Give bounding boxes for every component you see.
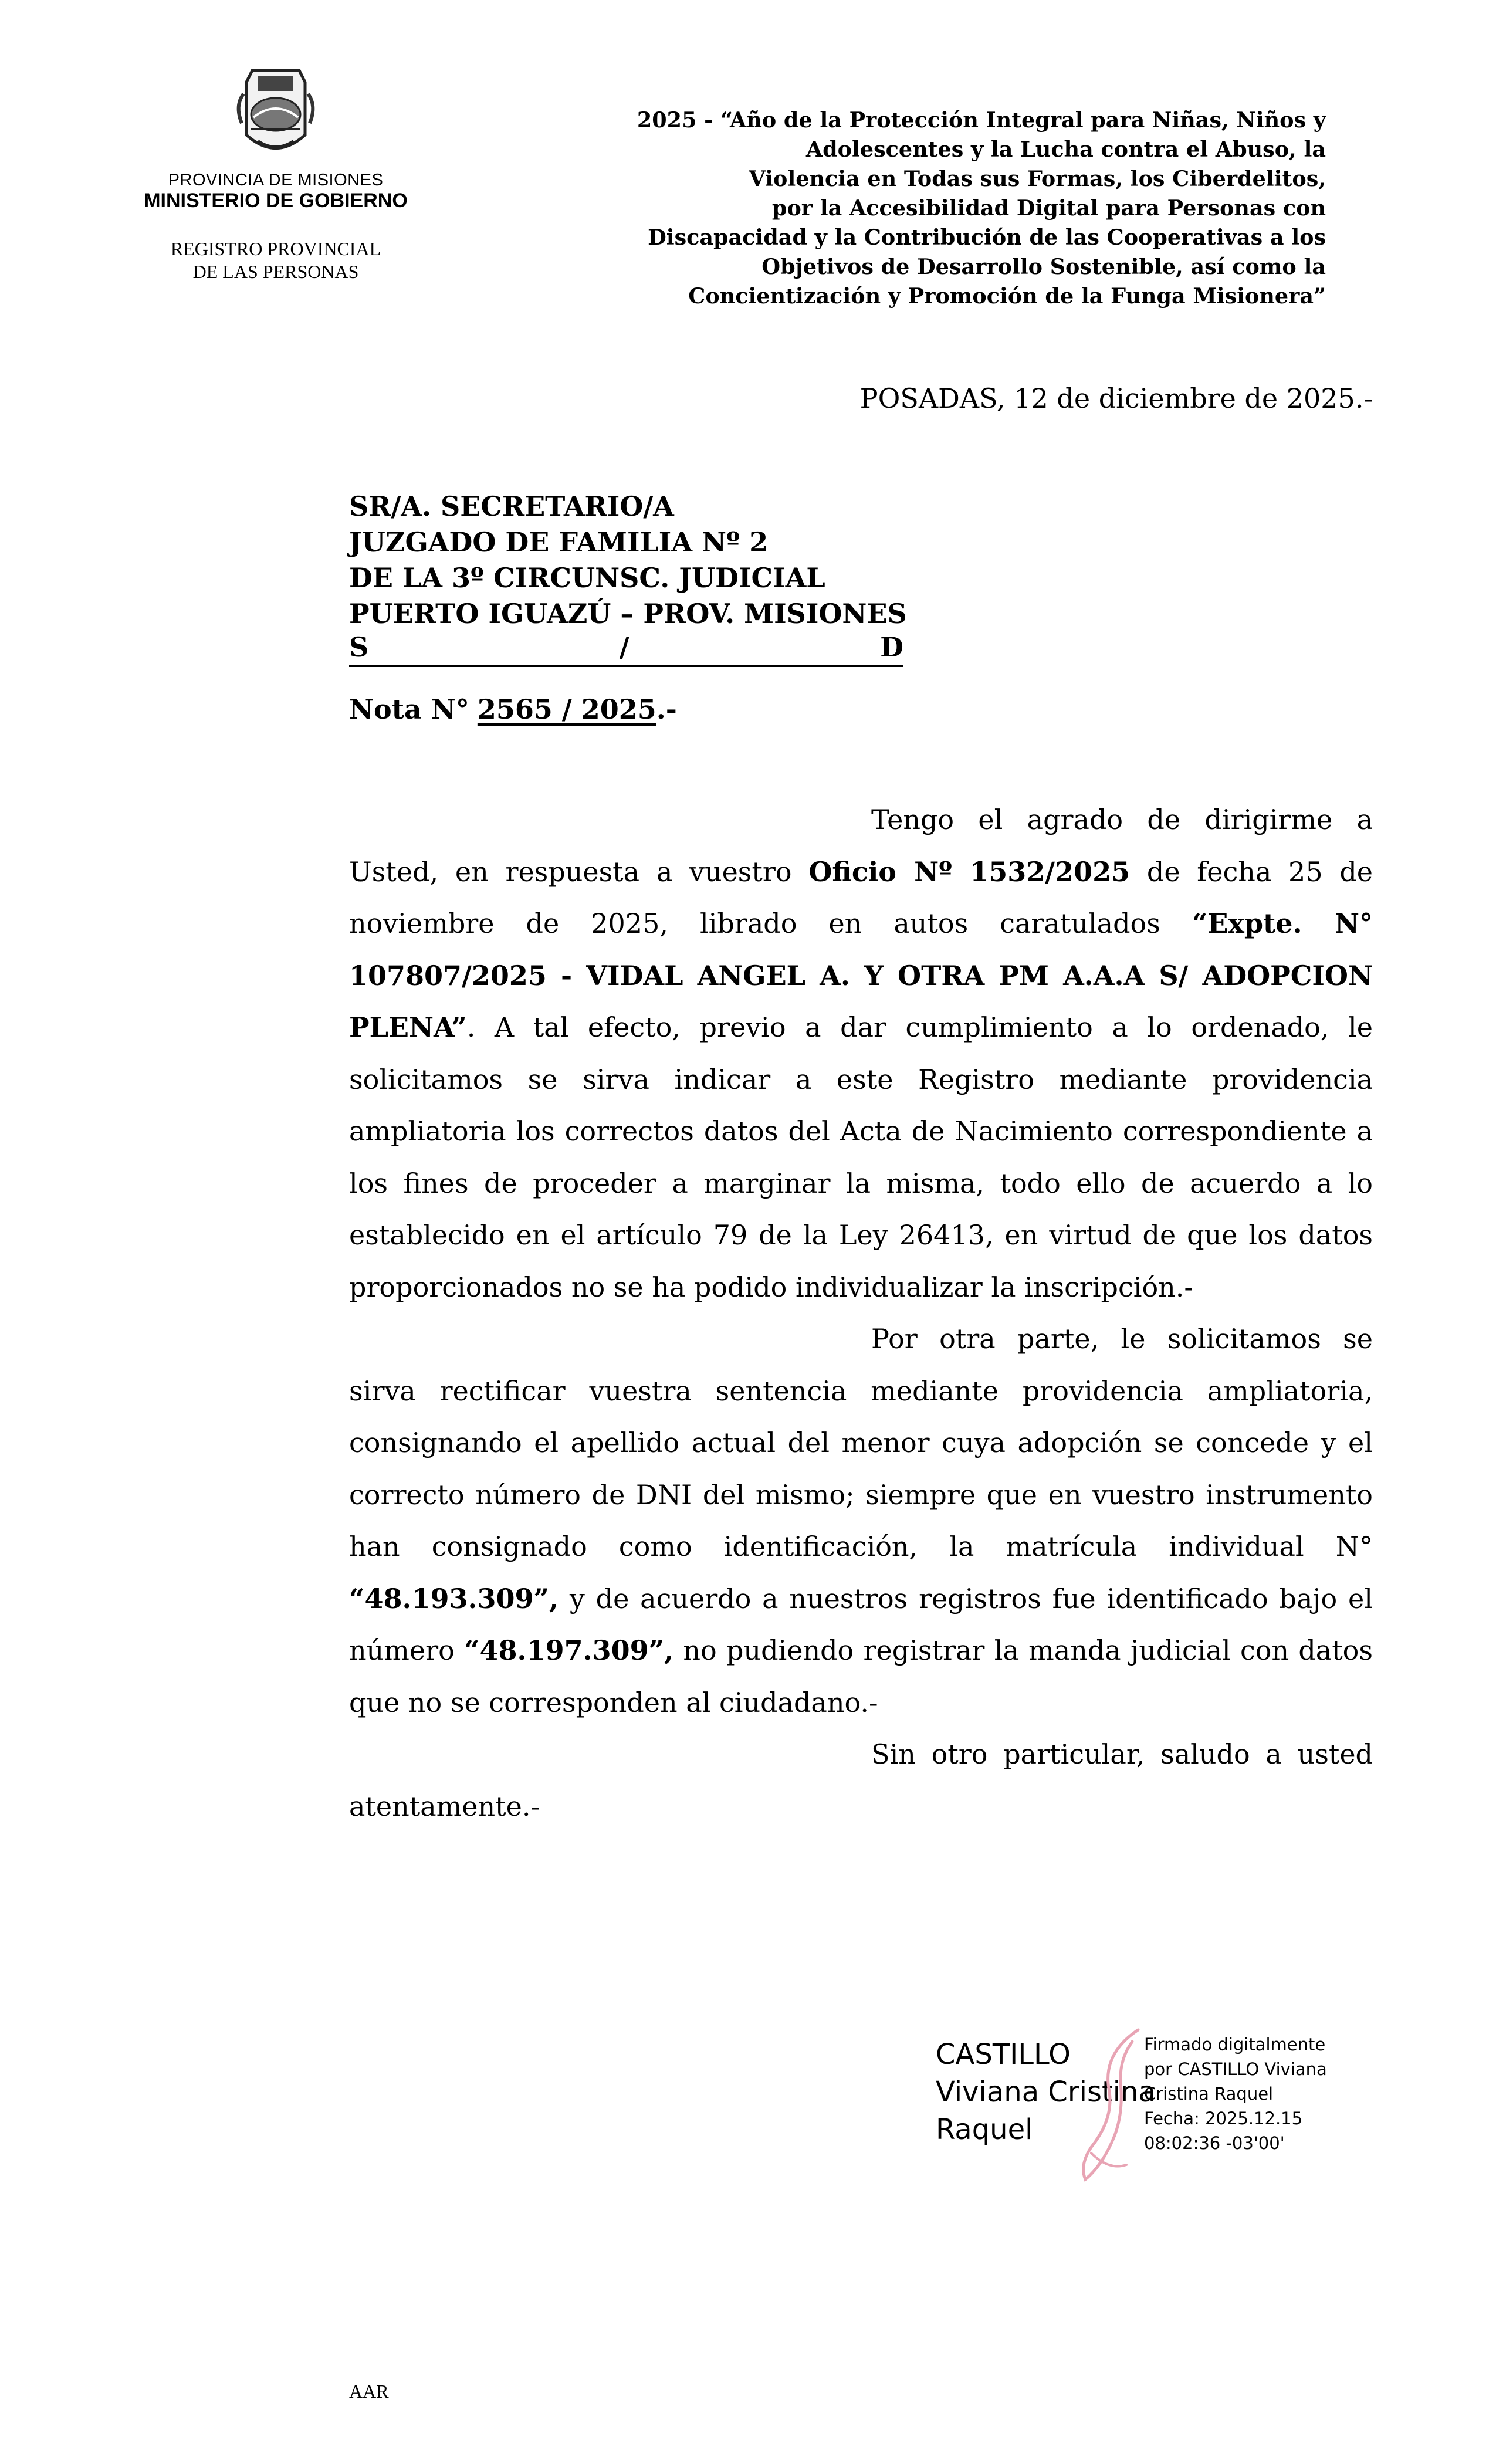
signature-info-line: por CASTILLO Viviana bbox=[1144, 2059, 1327, 2079]
motto-line: Objetivos de Desarrollo Sostenible, así como la bbox=[761, 254, 1326, 279]
sd-line bbox=[349, 632, 903, 667]
body-text: de fecha 25 de noviembre de 2025, librado en autos caratulados bbox=[349, 855, 1373, 939]
sd-s: S bbox=[349, 631, 369, 663]
year-motto bbox=[563, 106, 1326, 311]
digital-signature-info bbox=[1144, 2032, 1327, 2155]
body-paragraph-2 bbox=[349, 1313, 1373, 1728]
addressee-block bbox=[349, 489, 907, 667]
provincia-de-misiones-seal-icon bbox=[217, 59, 334, 164]
registry-line-2: DE LAS PERSONAS bbox=[192, 260, 359, 282]
signature-info-line: 08:02:36 -03'00' bbox=[1144, 2133, 1285, 2153]
signer-name-line: Raquel bbox=[936, 2113, 1033, 2146]
body-paragraph-1 bbox=[349, 794, 1373, 1313]
registry-line-1: REGISTRO PROVINCIAL bbox=[170, 238, 381, 260]
motto-line: por la Accesibilidad Digital para Personas con bbox=[771, 195, 1326, 221]
case-title: “Expte. N° 107807/2025 - VIDAL ANGEL A. Y OTRA PM A.A.A S/ ADOPCION PLENA” bbox=[349, 908, 1373, 1043]
signature-info-line: Fecha: 2025.12.15 bbox=[1144, 2108, 1303, 2128]
document-date: POSADAS, 12 de diciembre de 2025.- bbox=[859, 383, 1373, 414]
addressee-line: PUERTO IGUAZÚ – PROV. MISIONES bbox=[349, 598, 907, 629]
addressee-line: SR/A. SECRETARIO/A bbox=[349, 490, 674, 522]
signer-name-line: CASTILLO bbox=[936, 2038, 1071, 2071]
note-label: Nota N° bbox=[349, 693, 469, 725]
ministry-name: MINISTERIO DE GOBIERNO bbox=[144, 189, 408, 212]
signer-name-line: Viviana Cristina bbox=[936, 2076, 1156, 2108]
sd-slash: / bbox=[619, 631, 629, 663]
registration-number-correct: “48.197.309”, bbox=[464, 1634, 674, 1666]
note-number-value: 2565 / 2025 bbox=[477, 693, 656, 725]
sd-d: D bbox=[880, 631, 903, 663]
body-text: Tengo el agrado de dirigirme a Usted, en respuesta a vuestro bbox=[349, 804, 1373, 888]
motto-line: Discapacidad y la Contribución de las Cooperativas a los bbox=[648, 225, 1326, 250]
body-text: no pudiendo registrar la manda judicial con datos que no se corresponden al ciudadano.- bbox=[349, 1634, 1373, 1718]
motto-line: Violencia en Todas sus Formas, los Ciberdelitos, bbox=[749, 166, 1326, 191]
addressee-line: JUZGADO DE FAMILIA Nº 2 bbox=[349, 526, 769, 558]
header-logo-block bbox=[117, 59, 434, 283]
body-text: Por otra parte, le solicitamos se sirva rectificar vuestra sentencia mediante providencia ampliatoria, consignando el apellido actual del menor cuya adopción se concede y el correcto número de DNI del mismo; siempre que en vuestro instrumento han consignado como identificación, la matrícula individual N° bbox=[349, 1323, 1373, 1562]
addressee-line: DE LA 3º CIRCUNSC. JUDICIAL bbox=[349, 562, 825, 594]
signature-info-line: Cristina Raquel bbox=[1144, 2084, 1274, 2104]
signature-mark-icon bbox=[1068, 2018, 1156, 2194]
registration-number-given: “48.193.309”, bbox=[349, 1582, 559, 1615]
typist-initials: AAR bbox=[349, 2381, 389, 2402]
motto-line: Adolescentes y la Lucha contra el Abuso, la bbox=[805, 137, 1326, 162]
motto-line: Concientización y Promoción de la Funga Misionera” bbox=[688, 283, 1326, 309]
province-name: PROVINCIA DE MISIONES bbox=[168, 171, 384, 189]
body-paragraph-3: Sin otro particular, saludo a usted atentamente.- bbox=[349, 1738, 1373, 1822]
body-text: . A tal efecto, previo a dar cumplimiento a lo ordenado, le solicitamos se sirva indicar a este Registro mediante providencia ampliatoria los correctos datos del Acta de Nacimiento correspondiente a los fines de proceder a marginar la misma, todo ello de acuerdo a lo establecido en el artículo 79 de la Ley 26413, en virtud de que los datos proporcionados no se ha podido individualizar la inscripción.- bbox=[349, 1011, 1373, 1303]
oficio-reference: Oficio Nº 1532/2025 bbox=[808, 855, 1131, 888]
note-suffix: .- bbox=[656, 693, 677, 725]
motto-line: 2025 - “Año de la Protección Integral para Niñas, Niños y bbox=[637, 107, 1326, 133]
letter-body bbox=[349, 794, 1373, 1832]
signature-info-line: Firmado digitalmente bbox=[1144, 2035, 1326, 2055]
body-text: y de acuerdo a nuestros registros fue identificado bajo el número bbox=[349, 1582, 1373, 1666]
note-number bbox=[349, 693, 677, 725]
